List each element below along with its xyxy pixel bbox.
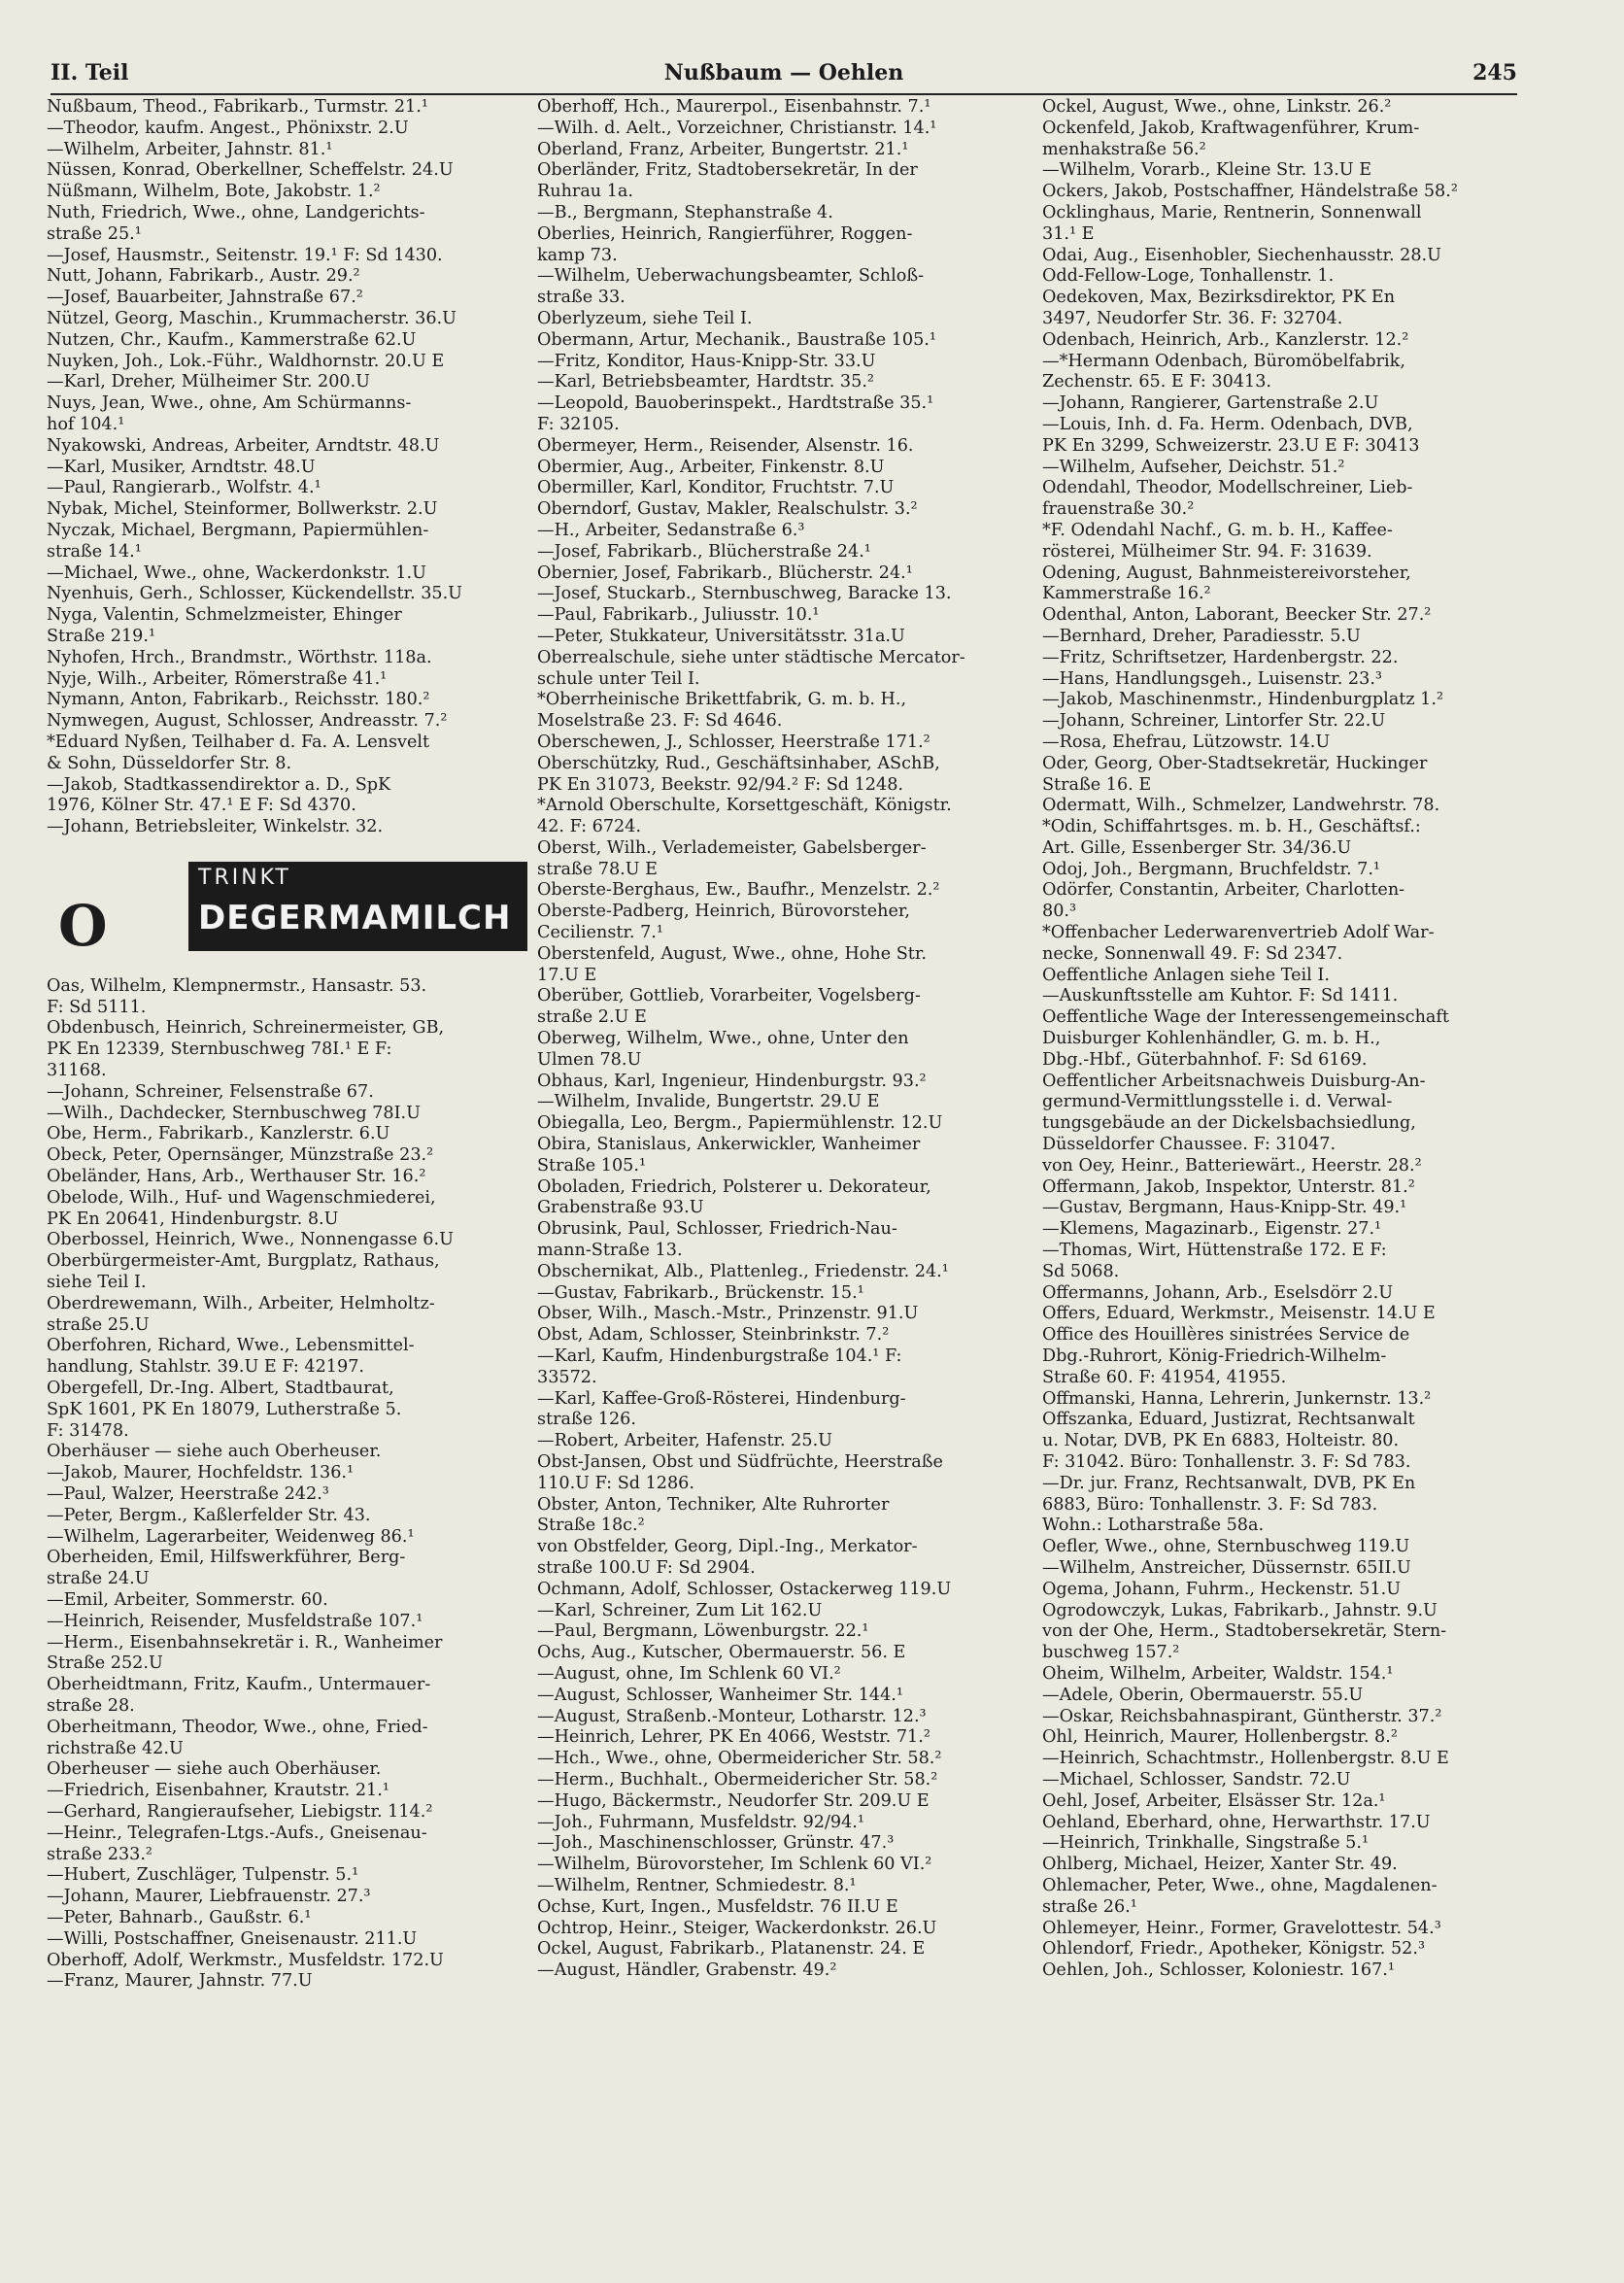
ad-line-1: TRINKT bbox=[198, 865, 291, 890]
directory-entry: Ulmen 78.U bbox=[537, 1049, 642, 1070]
directory-entry: Oberste-Padberg, Heinrich, Bürovorsteher, bbox=[537, 902, 910, 922]
directory-entry: —Hans, Handlungsgeh., Luisenstr. 23.³ bbox=[1042, 668, 1382, 689]
directory-entry: 42. F: 6724. bbox=[537, 817, 642, 837]
directory-entry: straße 26.¹ bbox=[1042, 1896, 1137, 1917]
directory-entry: Düsseldorfer Chaussee. F: 31047. bbox=[1042, 1135, 1336, 1155]
directory-entry: —Gerhard, Rangieraufseher, Liebigstr. 114.² bbox=[47, 1801, 433, 1822]
directory-entry: Ogrodowczyk, Lukas, Fabrikarb., Jahnstr. 9.U bbox=[1042, 1600, 1438, 1620]
directory-entry: Nyenhuis, Gerh., Schlosser, Kückendellstr. 35.U bbox=[47, 584, 462, 604]
directory-entry: Nüssen, Konrad, Oberkellner, Scheffelstr. 24.U bbox=[47, 160, 454, 181]
directory-entry: Odendahl, Theodor, Modellschreiner, Lieb- bbox=[1042, 478, 1413, 498]
directory-entry: —Karl, Schreiner, Zum Lit 162.U bbox=[537, 1600, 823, 1620]
directory-entry: —Karl, Betriebsbeamter, Hardtstr. 35.² bbox=[537, 372, 874, 392]
directory-entry: Obeck, Peter, Opernsänger, Münzstraße 23.² bbox=[47, 1145, 434, 1166]
directory-entry: —Wilhelm, Bürovorsteher, Im Schlenk 60 VI.² bbox=[537, 1855, 932, 1875]
directory-entry: Oberhäuser — siehe auch Oberheuser. bbox=[47, 1442, 382, 1462]
directory-entry: Kammerstraße 16.² bbox=[1042, 584, 1211, 604]
directory-entry: von Oey, Heinr., Batteriewärt., Heerstr. 28.² bbox=[1042, 1155, 1422, 1176]
directory-entry: Odenthal, Anton, Laborant, Beecker Str. 27.² bbox=[1042, 605, 1432, 626]
directory-entry: —Wilhelm, Vorarb., Kleine Str. 13.U E bbox=[1042, 160, 1372, 181]
directory-entry: Obdenbusch, Heinrich, Schreinermeister, GB, bbox=[47, 1018, 445, 1039]
directory-entry: Oberländer, Fritz, Stadtobersekretär, In der bbox=[537, 160, 918, 181]
directory-entry: Obiegalla, Leo, Bergm., Papiermühlenstr. 12.U bbox=[537, 1113, 943, 1134]
directory-entry: —Fritz, Schriftsetzer, Hardenbergstr. 22. bbox=[1042, 647, 1399, 667]
directory-entry: Obster, Anton, Techniker, Alte Ruhrorter bbox=[537, 1494, 890, 1515]
directory-entry: Oberheitmann, Theodor, Wwe., ohne, Fried- bbox=[47, 1717, 428, 1737]
directory-entry: Obermiller, Karl, Konditor, Fruchtstr. 7.U bbox=[537, 478, 895, 498]
directory-entry: Obst, Adam, Schlosser, Steinbrinkstr. 7.² bbox=[537, 1325, 890, 1346]
directory-entry: Oberste-Berghaus, Ew., Baufhr., Menzelstr. 2.² bbox=[537, 880, 940, 901]
column-3 bbox=[1042, 97, 1523, 2283]
page-number: 245 bbox=[1472, 60, 1517, 85]
directory-entry: 31168. bbox=[47, 1061, 107, 1081]
directory-entry: F: 32105. bbox=[537, 414, 620, 434]
directory-entry: Straße 16. E bbox=[1042, 774, 1152, 795]
directory-entry: rösterei, Mülheimer Str. 94. F: 31639. bbox=[1042, 541, 1372, 562]
directory-entry: Odd-Fellow-Loge, Tonhallenstr. 1. bbox=[1042, 266, 1335, 287]
directory-entry: —Bernhard, Dreher, Paradiesstr. 5.U bbox=[1042, 626, 1361, 646]
directory-entry: Straße 252.U bbox=[47, 1653, 163, 1674]
directory-entry: Nutt, Johann, Fabrikarb., Austr. 29.² bbox=[47, 266, 360, 287]
directory-entry: straße 2.U E bbox=[537, 1007, 647, 1028]
directory-entry: *Odin, Schiffahrtsges. m. b. H., Geschäftsf.: bbox=[1042, 817, 1421, 837]
directory-entry: —*Hermann Odenbach, Büromöbelfabrik, bbox=[1042, 351, 1405, 371]
directory-entry: Obernier, Josef, Fabrikarb., Blücherstr. 24.¹ bbox=[537, 562, 913, 583]
column-1-entries-o bbox=[47, 976, 527, 1993]
directory-entry: Zechenstr. 65. E F: 30413. bbox=[1042, 372, 1271, 392]
directory-entry: Oberhoff, Hch., Maurerpol., Eisenbahnstr. 7.¹ bbox=[537, 97, 931, 117]
directory-entry: Nyhofen, Hrch., Brandmstr., Wörthstr. 118a. bbox=[47, 647, 432, 667]
directory-entry: Nuys, Jean, Wwe., ohne, Am Schürmanns- bbox=[47, 393, 412, 414]
directory-entry: Odörfer, Constantin, Arbeiter, Charlotten- bbox=[1042, 880, 1405, 901]
directory-entry: —August, Straßenb.-Monteur, Lotharstr. 12.³ bbox=[537, 1706, 927, 1726]
directory-entry: Obira, Stanislaus, Ankerwickler, Wanheimer bbox=[537, 1135, 921, 1155]
directory-entry: richstraße 42.U bbox=[47, 1738, 184, 1758]
directory-entry: Ochmann, Adolf, Schlosser, Ostackerweg 119.U bbox=[537, 1579, 952, 1599]
column-2-entries bbox=[537, 97, 1032, 1982]
directory-entry: Oberheiden, Emil, Hilfswerkführer, Berg- bbox=[47, 1548, 406, 1568]
directory-entry: —Emil, Arbeiter, Sommerstr. 60. bbox=[47, 1590, 328, 1610]
directory-entry: Ohlberg, Michael, Heizer, Xanter Str. 49. bbox=[1042, 1855, 1398, 1875]
directory-entry: PK En 20641, Hindenburgstr. 8.U bbox=[47, 1209, 339, 1229]
directory-entry: —Thomas, Wirt, Hüttenstraße 172. E F: bbox=[1042, 1241, 1387, 1261]
directory-entry: straße 14.¹ bbox=[47, 541, 142, 562]
directory-entry: straße 24.U bbox=[47, 1569, 150, 1589]
directory-entry: Offszanka, Eduard, Justizrat, Rechtsanwalt bbox=[1042, 1410, 1415, 1430]
directory-entry: —Gustav, Fabrikarb., Brückenstr. 15.¹ bbox=[537, 1282, 864, 1303]
directory-entry: Oehl, Josef, Arbeiter, Elsässer Str. 12a.¹ bbox=[1042, 1790, 1386, 1811]
directory-entry: —Paul, Rangierarb., Wolfstr. 4.¹ bbox=[47, 478, 321, 498]
directory-entry: Ruhrau 1a. bbox=[537, 182, 634, 202]
directory-entry: SpK 1601, PK En 18079, Lutherstraße 5. bbox=[47, 1399, 402, 1419]
directory-entry: buschweg 157.² bbox=[1042, 1643, 1180, 1663]
directory-entry: Sd 5068. bbox=[1042, 1261, 1120, 1281]
directory-entry: —August, Händler, Grabenstr. 49.² bbox=[537, 1960, 837, 1981]
directory-entry: Ohlemacher, Peter, Wwe., ohne, Magdalenen- bbox=[1042, 1875, 1438, 1895]
directory-entry: —Auskunftsstelle am Kuhtor. F: Sd 1411. bbox=[1042, 986, 1399, 1006]
directory-entry: Oberheuser — siehe auch Oberhäuser. bbox=[47, 1759, 382, 1780]
directory-entry: Odermatt, Wilh., Schmelzer, Landwehrstr. 78. bbox=[1042, 796, 1440, 816]
directory-entry: 110.U F: Sd 1286. bbox=[537, 1473, 694, 1493]
directory-entry: hof 104.¹ bbox=[47, 414, 125, 434]
directory-entry: —Jakob, Stadtkassendirektor a. D., SpK bbox=[47, 774, 391, 795]
directory-entry: —Johann, Schreiner, Lintorfer Str. 22.U bbox=[1042, 711, 1386, 732]
directory-entry: Ogema, Johann, Fuhrm., Heckenstr. 51.U bbox=[1042, 1579, 1402, 1599]
directory-entry: Oehlen, Joh., Schlosser, Koloniestr. 167.¹ bbox=[1042, 1960, 1395, 1981]
directory-entry: Oberschewen, J., Schlosser, Heerstraße 171.² bbox=[537, 732, 930, 752]
directory-entry: Oeffentliche Anlagen siehe Teil I. bbox=[1042, 965, 1330, 985]
directory-entry: —H., Arbeiter, Sedanstraße 6.³ bbox=[537, 520, 805, 540]
directory-entry: —Peter, Bahnarb., Gaußstr. 6.¹ bbox=[47, 1907, 312, 1927]
directory-entry: —Peter, Stukkateur, Universitätsstr. 31a.U bbox=[537, 626, 905, 646]
directory-entry: Wohn.: Lotharstraße 58a. bbox=[1042, 1516, 1265, 1536]
directory-entry: F: Sd 5111. bbox=[47, 997, 147, 1017]
directory-entry: —B., Bergmann, Stephanstraße 4. bbox=[537, 202, 833, 222]
directory-entry: Offers, Eduard, Werkmstr., Meisenstr. 14.U E bbox=[1042, 1304, 1436, 1324]
directory-entry: Oberdrewemann, Wilh., Arbeiter, Helmholtz- bbox=[47, 1293, 435, 1313]
directory-entry: —Paul, Bergmann, Löwenburgstr. 22.¹ bbox=[537, 1621, 869, 1642]
directory-entry: frauenstraße 30.² bbox=[1042, 499, 1195, 520]
directory-entry: —Hch., Wwe., ohne, Obermeidericher Str. 58.² bbox=[537, 1749, 942, 1769]
directory-entry: Obermier, Aug., Arbeiter, Finkenstr. 8.U bbox=[537, 457, 885, 477]
directory-entry: Oheim, Wilhelm, Arbeiter, Waldstr. 154.¹ bbox=[1042, 1663, 1394, 1684]
directory-entry: Oberlyzeum, siehe Teil I. bbox=[537, 308, 753, 328]
directory-entry: straße 28. bbox=[47, 1695, 135, 1716]
directory-entry: Ohlemeyer, Heinr., Former, Gravelottestr. 54.³ bbox=[1042, 1918, 1441, 1938]
directory-entry: PK En 3299, Schweizerstr. 23.U E F: 30413 bbox=[1042, 435, 1420, 456]
directory-entry: Ochs, Aug., Kutscher, Obermauerstr. 56. E bbox=[537, 1643, 906, 1663]
directory-entry: —Johann, Maurer, Liebfrauenstr. 27.³ bbox=[47, 1887, 371, 1907]
directory-entry: & Sohn, Düsseldorfer Str. 8. bbox=[47, 753, 292, 773]
directory-entry: —Johann, Schreiner, Felsenstraße 67. bbox=[47, 1081, 374, 1102]
directory-entry: Oeffentlicher Arbeitsnachweis Duisburg-An- bbox=[1042, 1071, 1426, 1091]
directory-entry: kamp 73. bbox=[537, 245, 618, 265]
column-2 bbox=[537, 97, 1032, 2283]
directory-entry: —Paul, Walzer, Heerstraße 242.³ bbox=[47, 1484, 329, 1505]
directory-entry: F: 31042. Büro: Tonhallenstr. 3. F: Sd 783. bbox=[1042, 1452, 1411, 1472]
directory-entry: tungsgebäude an der Dickelsbachsiedlung, bbox=[1042, 1113, 1416, 1134]
directory-entry: Oberheidtmann, Fritz, Kaufm., Untermauer- bbox=[47, 1675, 431, 1695]
directory-entry: handlung, Stahlstr. 39.U E F: 42197. bbox=[47, 1357, 364, 1378]
directory-entry: —August, Schlosser, Wanheimer Str. 144.¹ bbox=[537, 1685, 903, 1705]
directory-entry: Oas, Wilhelm, Klempnermstr., Hansastr. 53. bbox=[47, 975, 427, 996]
directory-entry: —Karl, Musiker, Arndtstr. 48.U bbox=[47, 457, 316, 477]
directory-entry: Ockel, August, Wwe., ohne, Linkstr. 26.² bbox=[1042, 97, 1392, 117]
directory-entry: —Heinr., Telegrafen-Ltgs.-Aufs., Gneisenau- bbox=[47, 1823, 427, 1843]
directory-entry: —Wilhelm, Lagerarbeiter, Weidenweg 86.¹ bbox=[47, 1526, 415, 1547]
directory-entry: —Fritz, Konditor, Haus-Knipp-Str. 33.U bbox=[537, 351, 876, 371]
directory-entry: —Dr. jur. Franz, Rechtsanwalt, DVB, PK En bbox=[1042, 1473, 1416, 1493]
directory-entry: straße 100.U F: Sd 2904. bbox=[537, 1557, 756, 1578]
directory-entry: —Heinrich, Reisender, Musfeldstraße 107.¹ bbox=[47, 1611, 423, 1631]
directory-entry: Obschernikat, Alb., Plattenleg., Friedenstr. 24.¹ bbox=[537, 1261, 949, 1281]
directory-entry: —Wilhelm, Invalide, Bungertstr. 29.U E bbox=[537, 1092, 880, 1112]
directory-entry: Oberbossel, Heinrich, Wwe., Nonnengasse 6.U bbox=[47, 1230, 454, 1250]
directory-entry: —Rosa, Ehefrau, Lützowstr. 14.U bbox=[1042, 732, 1331, 752]
directory-entry: Ockers, Jakob, Postschaffner, Händelstraße 58.² bbox=[1042, 182, 1458, 202]
directory-entry: Obrusink, Paul, Schlosser, Friedrich-Nau- bbox=[537, 1219, 897, 1240]
directory-entry: Oberland, Franz, Arbeiter, Bungertstr. 21.¹ bbox=[537, 139, 909, 159]
directory-entry: —Michael, Wwe., ohne, Wackerdonkstr. 1.U bbox=[47, 562, 426, 583]
directory-entry: Oberschützky, Rud., Geschäftsinhaber, ASchB, bbox=[537, 753, 940, 773]
directory-entry: 6883, Büro: Tonhallenstr. 3. F: Sd 783. bbox=[1042, 1494, 1378, 1515]
directory-entry: Oberbürgermeister-Amt, Burgplatz, Rathaus, bbox=[47, 1251, 440, 1272]
directory-entry: schule unter Teil I. bbox=[537, 668, 700, 689]
directory-entry: —Leopold, Bauoberinspekt., Hardtstraße 35.¹ bbox=[537, 393, 934, 414]
directory-entry: Cecilienstr. 7.¹ bbox=[537, 923, 663, 943]
directory-entry: F: 31478. bbox=[47, 1420, 129, 1441]
directory-entry: Oberüber, Gottlieb, Vorarbeiter, Vogelsberg- bbox=[537, 986, 921, 1006]
directory-entry: necke, Sonnenwall 49. F: Sd 2347. bbox=[1042, 943, 1343, 964]
directory-entry: PK En 31073, Beekstr. 92/94.² F: Sd 1248. bbox=[537, 774, 903, 795]
directory-entry: —Josef, Fabrikarb., Blücherstraße 24.¹ bbox=[537, 541, 871, 562]
directory-entry: Nußbaum, Theod., Fabrikarb., Turmstr. 21.¹ bbox=[47, 97, 428, 117]
directory-entry: Oehland, Eberhard, ohne, Herwarthstr. 17.U bbox=[1042, 1812, 1431, 1832]
directory-entry: Nyje, Wilh., Arbeiter, Römerstraße 41.¹ bbox=[47, 668, 388, 689]
directory-entry: siehe Teil I. bbox=[47, 1273, 147, 1293]
directory-entry: Art. Gille, Essenberger Str. 34/36.U bbox=[1042, 837, 1352, 858]
directory-entry: Oberstenfeld, August, Wwe., ohne, Hohe Str. bbox=[537, 943, 927, 964]
directory-entry: Obermeyer, Herm., Reisender, Alsenstr. 16. bbox=[537, 435, 914, 456]
directory-entry: —Gustav, Bergmann, Haus-Knipp-Str. 49.¹ bbox=[1042, 1198, 1407, 1218]
directory-entry: Ockel, August, Fabrikarb., Platanenstr. 24. E bbox=[537, 1939, 926, 1959]
ad-box bbox=[188, 862, 527, 951]
directory-entry: Dbg.-Ruhrort, König-Friedrich-Wilhelm- bbox=[1042, 1346, 1387, 1367]
directory-entry: Straße 105.¹ bbox=[537, 1155, 647, 1176]
directory-entry: —Jakob, Maschinenmstr., Hindenburgplatz 1.² bbox=[1042, 690, 1444, 710]
directory-entry: Obeländer, Hans, Arb., Werthauser Str. 16.² bbox=[47, 1167, 426, 1187]
directory-entry: Oberfohren, Richard, Wwe., Lebensmittel- bbox=[47, 1336, 415, 1356]
directory-entry: Straße 219.¹ bbox=[47, 626, 156, 646]
directory-entry: Offermanns, Johann, Arb., Eselsdörr 2.U bbox=[1042, 1282, 1394, 1303]
directory-entry: —Wilh. d. Aelt., Vorzeichner, Christianstr. 14.¹ bbox=[537, 118, 937, 138]
directory-entry: *Oberrheinische Brikettfabrik, G. m. b. H., bbox=[537, 690, 907, 710]
directory-entry: u. Notar, DVB, PK En 6883, Holteistr. 80. bbox=[1042, 1431, 1400, 1451]
directory-entry: Odai, Aug., Eisenhobler, Siechenhausstr. 28.U bbox=[1042, 245, 1441, 265]
directory-entry: Nuyken, Joh., Lok.-Führ., Waldhornstr. 20.U E bbox=[47, 351, 445, 371]
directory-entry: Offermann, Jakob, Inspektor, Unterstr. 81.² bbox=[1042, 1176, 1415, 1197]
directory-entry: Oberweg, Wilhelm, Wwe., ohne, Unter den bbox=[537, 1029, 909, 1049]
directory-entry: *Eduard Nyßen, Teilhaber d. Fa. A. Lensvelt bbox=[47, 732, 430, 752]
directory-entry: Nüßmann, Wilhelm, Bote, Jakobstr. 1.² bbox=[47, 182, 381, 202]
directory-entry: Nützel, Georg, Maschin., Krummacherstr. 36.U bbox=[47, 308, 457, 328]
directory-entry: —Theodor, kaufm. Angest., Phönixstr. 2.U bbox=[47, 118, 409, 138]
directory-entry: 1976, Kölner Str. 47.¹ E F: Sd 4370. bbox=[47, 796, 356, 816]
directory-entry: —Josef, Hausmstr., Seitenstr. 19.¹ F: Sd 1430. bbox=[47, 245, 443, 265]
directory-entry: Straße 60. F: 41954, 41955. bbox=[1042, 1367, 1287, 1387]
directory-entry: —Friedrich, Eisenbahner, Krautstr. 21.¹ bbox=[47, 1781, 389, 1801]
directory-entry: mann-Straße 13. bbox=[537, 1241, 683, 1261]
directory-entry: Ohlendorf, Friedr., Apotheker, Königstr. 52.³ bbox=[1042, 1939, 1426, 1959]
directory-entry: Nybak, Michel, Steinformer, Bollwerkstr. 2.U bbox=[47, 499, 438, 520]
directory-entry: —Herm., Eisenbahnsekretär i. R., Wanheimer bbox=[47, 1632, 443, 1653]
page-title: Nußbaum — Oehlen bbox=[663, 60, 904, 85]
directory-entry: —Klemens, Magazinarb., Eigenstr. 27.¹ bbox=[1042, 1219, 1382, 1240]
column-3-entries bbox=[1042, 97, 1523, 1982]
directory-entry: Obst-Jansen, Obst und Südfrüchte, Heerstraße bbox=[537, 1452, 943, 1472]
directory-entry: 80.³ bbox=[1042, 902, 1077, 922]
directory-entry: —Hubert, Zuschläger, Tulpenstr. 5.¹ bbox=[47, 1865, 359, 1886]
directory-entry: straße 126. bbox=[537, 1410, 636, 1430]
directory-entry: —Wilhelm, Anstreicher, Düssernstr. 65II.U bbox=[1042, 1557, 1411, 1578]
directory-entry: straße 25.¹ bbox=[47, 223, 142, 244]
directory-entry: straße 78.U E bbox=[537, 859, 658, 879]
directory-entry: Odening, August, Bahnmeistereivorsteher, bbox=[1042, 562, 1411, 583]
directory-entry: —Oskar, Reichsbahnaspirant, Güntherstr. 37.² bbox=[1042, 1706, 1442, 1726]
directory-entry: —Heinrich, Lehrer, PK En 4066, Weststr. 71.² bbox=[537, 1727, 930, 1748]
directory-entry: straße 33. bbox=[537, 288, 626, 308]
directory-entry: *Offenbacher Lederwarenvertrieb Adolf War- bbox=[1042, 923, 1435, 943]
directory-entry: Dbg.-Hbf., Güterbahnhof. F: Sd 6169. bbox=[1042, 1049, 1368, 1070]
directory-entry: *Arnold Oberschulte, Korsettgeschäft, Königstr. bbox=[537, 796, 952, 816]
directory-entry: Moselstraße 23. F: Sd 4646. bbox=[537, 711, 783, 732]
directory-entry: Ochtrop, Heinr., Steiger, Wackerdonkstr. 26.U bbox=[537, 1918, 937, 1938]
directory-entry: —Wilhelm, Rentner, Schmiedestr. 8.¹ bbox=[537, 1875, 857, 1895]
directory-entry: Nymann, Anton, Fabrikarb., Reichsstr. 180.² bbox=[47, 690, 430, 710]
directory-entry: Oberndorf, Gustav, Makler, Realschulstr. 3.² bbox=[537, 499, 918, 520]
directory-entry: Nyczak, Michael, Bergmann, Papiermühlen- bbox=[47, 520, 429, 540]
directory-entry: Odoj, Joh., Bergmann, Bruchfeldstr. 7.¹ bbox=[1042, 859, 1380, 879]
directory-entry: —Josef, Stuckarb., Sternbuschweg, Baracke 13. bbox=[537, 584, 952, 604]
directory-entry: —Wilhelm, Aufseher, Deichstr. 51.² bbox=[1042, 457, 1345, 477]
directory-entry: —Louis, Inh. d. Fa. Herm. Odenbach, DVB, bbox=[1042, 414, 1413, 434]
directory-entry: 3497, Neudorfer Str. 36. F: 32704. bbox=[1042, 308, 1343, 328]
directory-entry: germund-Vermittlungsstelle i. d. Verwal- bbox=[1042, 1092, 1393, 1112]
directory-entry: —Adele, Oberin, Obermauerstr. 55.U bbox=[1042, 1685, 1364, 1705]
directory-entry: straße 25.U bbox=[47, 1314, 150, 1335]
column-1-entries-n bbox=[47, 97, 527, 838]
directory-entry: Oeffentliche Wage der Interessengemeinschaft bbox=[1042, 1007, 1449, 1028]
directory-entry: Obser, Wilh., Masch.-Mstr., Prinzenstr. 91.U bbox=[537, 1304, 919, 1324]
directory-entry: —Herm., Buchhalt., Obermeidericher Str. 58.² bbox=[537, 1769, 938, 1789]
directory-entry: Ocklinghaus, Marie, Rentnerin, Sonnenwall bbox=[1042, 202, 1422, 222]
directory-entry: 17.U E bbox=[537, 965, 597, 985]
directory-entry: —Robert, Arbeiter, Hafenstr. 25.U bbox=[537, 1431, 832, 1451]
directory-entry: —Johann, Rangierer, Gartenstraße 2.U bbox=[1042, 393, 1379, 414]
directory-entry: Obe, Herm., Fabrikarb., Kanzlerstr. 6.U bbox=[47, 1124, 390, 1144]
directory-entry: —Karl, Dreher, Mülheimer Str. 200.U bbox=[47, 372, 371, 392]
directory-entry: Odenbach, Heinrich, Arb., Kanzlerstr. 12.² bbox=[1042, 329, 1409, 350]
directory-entry: Nymwegen, August, Schlosser, Andreasstr. 7.² bbox=[47, 711, 448, 732]
directory-entry: —Willi, Postschaffner, Gneisenaustr. 211.U bbox=[47, 1928, 418, 1949]
directory-entry: Obergefell, Dr.-Ing. Albert, Stadtbaurat, bbox=[47, 1379, 394, 1399]
directory-entry: —Peter, Bergm., Kaßlerfelder Str. 43. bbox=[47, 1505, 371, 1525]
directory-entry: —Hugo, Bäckermstr., Neudorfer Str. 209.U E bbox=[537, 1790, 930, 1811]
directory-entry: Nyakowski, Andreas, Arbeiter, Arndtstr. 48.U bbox=[47, 435, 440, 456]
directory-entry: 31.¹ E bbox=[1042, 223, 1095, 244]
directory-entry: Nutzen, Chr., Kaufm., Kammerstraße 62.U bbox=[47, 329, 417, 350]
directory-entry: Straße 18c.² bbox=[537, 1516, 645, 1536]
directory-entry: —Wilhelm, Arbeiter, Jahnstr. 81.¹ bbox=[47, 139, 333, 159]
directory-entry: Oedekoven, Max, Bezirksdirektor, PK En bbox=[1042, 288, 1396, 308]
directory-entry: Oefler, Wwe., ohne, Sternbuschweg 119.U bbox=[1042, 1537, 1410, 1557]
directory-entry: —Franz, Maurer, Jahnstr. 77.U bbox=[47, 1971, 313, 1992]
directory-entry: —Heinrich, Trinkhalle, Singstraße 5.¹ bbox=[1042, 1833, 1370, 1854]
directory-entry: Nyga, Valentin, Schmelzmeister, Ehinger bbox=[47, 605, 402, 626]
directory-entry: Oder, Georg, Ober-Stadtsekretär, Huckinger bbox=[1042, 753, 1428, 773]
directory-entry: Grabenstraße 93.U bbox=[537, 1198, 704, 1218]
directory-entry: —Johann, Betriebsleiter, Winkelstr. 32. bbox=[47, 817, 384, 837]
directory-entry: —August, ohne, Im Schlenk 60 VI.² bbox=[537, 1663, 841, 1684]
ad-line-2: DEGERMAMILCH bbox=[198, 898, 512, 937]
directory-entry: Obhaus, Karl, Ingenieur, Hindenburgstr. 93.² bbox=[537, 1071, 927, 1091]
directory-entry: von der Ohe, Herm., Stadtobersekretär, Stern- bbox=[1042, 1621, 1447, 1642]
directory-entry: Ohl, Heinrich, Maurer, Hollenbergstr. 8.² bbox=[1042, 1727, 1398, 1748]
advertisement bbox=[58, 862, 527, 969]
directory-entry: Office des Houillères sinistrées Service de bbox=[1042, 1325, 1410, 1346]
directory-entry: —Karl, Kaffee-Groß-Rösterei, Hindenburg- bbox=[537, 1388, 906, 1409]
directory-entry: menhakstraße 56.² bbox=[1042, 139, 1206, 159]
directory-entry: PK En 12339, Sternbuschweg 78I.¹ E F: bbox=[47, 1039, 392, 1060]
directory-entry: Offmanski, Hanna, Lehrerin, Junkernstr. 13.² bbox=[1042, 1388, 1432, 1409]
directory-entry: —Jakob, Maurer, Hochfeldstr. 136.¹ bbox=[47, 1463, 355, 1483]
directory-entry: 33572. bbox=[537, 1367, 597, 1387]
directory-entry: Oboladen, Friedrich, Polsterer u. Dekorateur, bbox=[537, 1176, 931, 1197]
directory-entry: —Josef, Bauarbeiter, Jahnstraße 67.² bbox=[47, 288, 363, 308]
directory-entry: *F. Odendahl Nachf., G. m. b. H., Kaffee- bbox=[1042, 520, 1393, 540]
directory-entry: —Wilhelm, Ueberwachungsbeamter, Schloß- bbox=[537, 266, 925, 287]
directory-entry: straße 233.² bbox=[47, 1844, 152, 1864]
directory-entry: Obelode, Wilh., Huf- und Wagenschmiederei, bbox=[47, 1187, 436, 1208]
column-1 bbox=[47, 97, 527, 2283]
directory-entry: —Karl, Kaufm, Hindenburgstraße 104.¹ F: bbox=[537, 1346, 902, 1367]
directory-entry: Obermann, Artur, Mechanik., Baustraße 105.¹ bbox=[537, 329, 936, 350]
directory-entry: Duisburger Kohlenhändler, G. m. b. H., bbox=[1042, 1029, 1381, 1049]
directory-entry: Ochse, Kurt, Ingen., Musfeldstr. 76 II.U E bbox=[537, 1896, 898, 1917]
section-label: II. Teil bbox=[51, 60, 129, 85]
directory-entry: —Wilh., Dachdecker, Sternbuschweg 78I.U bbox=[47, 1103, 421, 1123]
directory-entry: —Heinrich, Schachtmstr., Hollenbergstr. 8.U E bbox=[1042, 1749, 1449, 1769]
directory-entry: Ockenfeld, Jakob, Kraftwagenführer, Krum- bbox=[1042, 118, 1420, 138]
directory-entry: von Obstfelder, Georg, Dipl.-Ing., Merkator- bbox=[537, 1537, 918, 1557]
page-header bbox=[51, 60, 1517, 95]
directory-entry: —Michael, Schlosser, Sandstr. 72.U bbox=[1042, 1769, 1351, 1789]
section-letter: O bbox=[58, 892, 108, 959]
directory-entry: Oberhoff, Adolf, Werkmstr., Musfeldstr. 172.U bbox=[47, 1950, 444, 1970]
directory-entry: Oberrealschule, siehe unter städtische Mercator- bbox=[537, 647, 965, 667]
directory-entry: —Joh., Maschinenschlosser, Grünstr. 47.³ bbox=[537, 1833, 895, 1854]
directory-entry: Oberlies, Heinrich, Rangierführer, Roggen- bbox=[537, 223, 913, 244]
directory-entry: —Paul, Fabrikarb., Juliusstr. 10.¹ bbox=[537, 605, 820, 626]
directory-entry: Oberst, Wilh., Verlademeister, Gabelsberger- bbox=[537, 837, 927, 858]
directory-entry: Nuth, Friedrich, Wwe., ohne, Landgerichts- bbox=[47, 202, 425, 222]
directory-entry: —Joh., Fuhrmann, Musfeldstr. 92/94.¹ bbox=[537, 1812, 864, 1832]
